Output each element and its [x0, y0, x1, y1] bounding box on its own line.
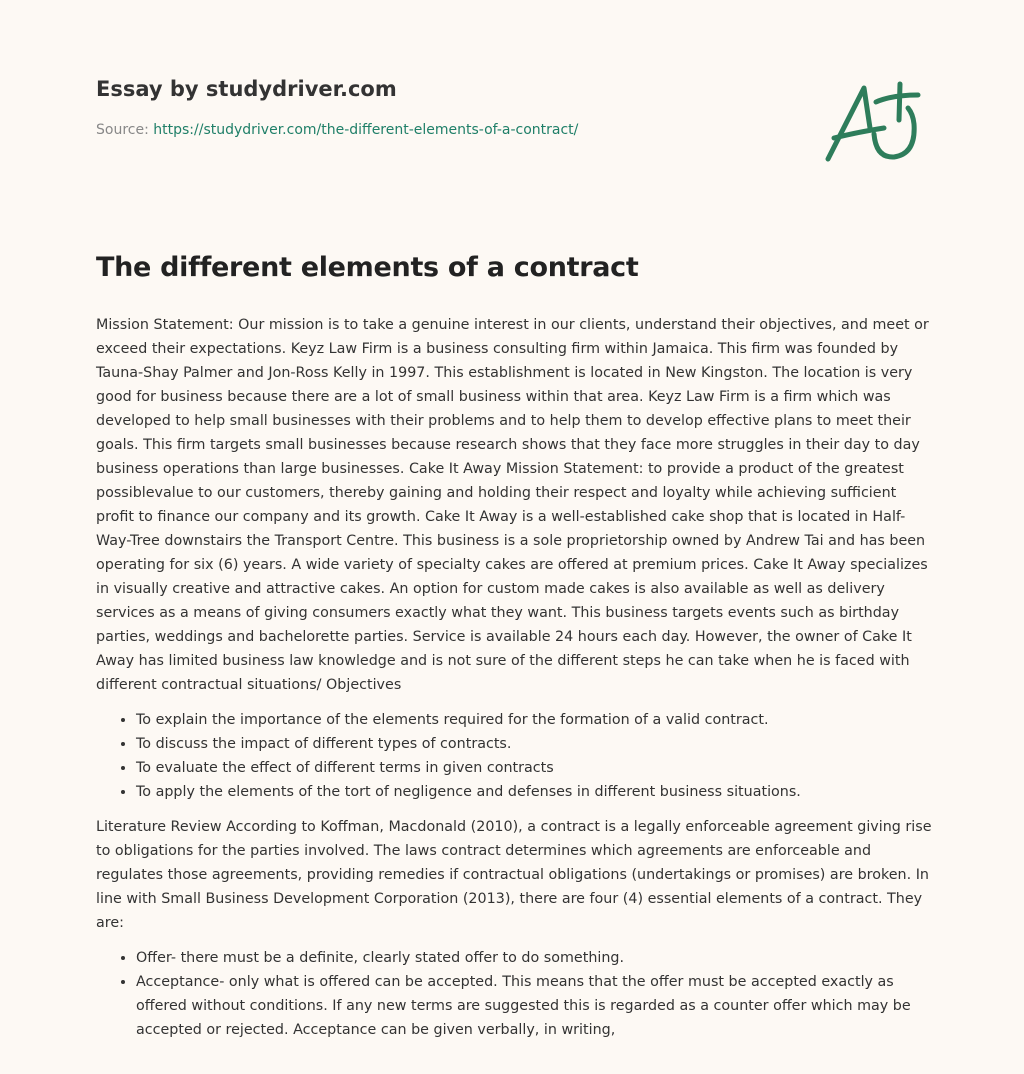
- page-title: The different elements of a contract: [96, 252, 639, 283]
- paragraph: Literature Review According to Koffman, Macdonald (2010), a contract is a legally enforceable agreement giving rise to obligations for the parties involved. The laws contract determines which agreements are enforceable and regulates those agreements, providing remedies if contractual obligations (undertakings or promises) are broken. In line with Small Business Development Corporation (2013), there are four (4) essential elements of a contract. They are:: [96, 819, 932, 931]
- elements-list: [96, 946, 936, 1042]
- source-label: Source:: [96, 122, 149, 138]
- source-link[interactable]: https://studydriver.com/the-different-elements-of-a-contract/: [153, 122, 579, 138]
- list-item: • To discuss the impact of different types of contracts.: [136, 732, 936, 756]
- list-item: • Acceptance- only what is offered can be accepted. This means that the offer must be accepted exactly as offered without conditions. If any new terms are suggested this is regarded as a counter offer which may be accepted or rejected. Acceptance can be given verbally, in writing,: [136, 970, 936, 1042]
- brand-title: Essay by studydriver.com: [96, 77, 397, 101]
- a-plus-logo-icon: [818, 62, 938, 176]
- essay-body: [96, 313, 936, 1053]
- objectives-list: [96, 708, 936, 804]
- paragraph: Mission Statement: Our mission is to take a genuine interest in our clients, understand their objectives, and meet or exceed their expectations. Keyz Law Firm is a business consulting firm within Jamaica. This firm was founded by Tauna-Shay Palmer and Jon-Ross Kelly in 1997. This establishment is located in New Kingston. The location is very good for business because there are a lot of small business within that area. Keyz Law Firm is a firm which was developed to help small businesses with their problems and to help them to develop effective plans to meet their goals. This firm targets small businesses because research shows that they face more struggles in their day to day business operations than large businesses. Cake It Away Mission Statement: to provide a product of the greatest possiblevalue to our customers, thereby gaining and holding their respect and loyalty while achieving sufficient profit to finance our company and its growth. Cake It Away is a well-established cake shop that is located in Half-Way-Tree downstairs the Transport Centre. This business is a sole proprietorship owned by Andrew Tai and has been operating for six (6) years. A wide variety of specialty cakes are offered at premium prices. Cake It Away specializes in visually creative and attractive cakes. An option for custom made cakes is also available as well as delivery services as a means of giving consumers exactly what they want. This business targets events such as birthday parties, weddings and bachelorette parties. Service is available 24 hours each day. However, the owner of Cake It Away has limited business law knowledge and is not sure of the different steps he can take when he is faced with different contractual situations/ Objectives: [96, 317, 929, 693]
- list-item: • To apply the elements of the tort of negligence and defenses in different business situations.: [136, 780, 936, 804]
- header: [0, 0, 1024, 230]
- list-item: • Offer- there must be a definite, clearly stated offer to do something.: [136, 946, 936, 970]
- list-item: • To explain the importance of the elements required for the formation of a valid contract.: [136, 708, 936, 732]
- list-item: • To evaluate the effect of different terms in given contracts: [136, 756, 936, 780]
- source-line: [96, 122, 578, 138]
